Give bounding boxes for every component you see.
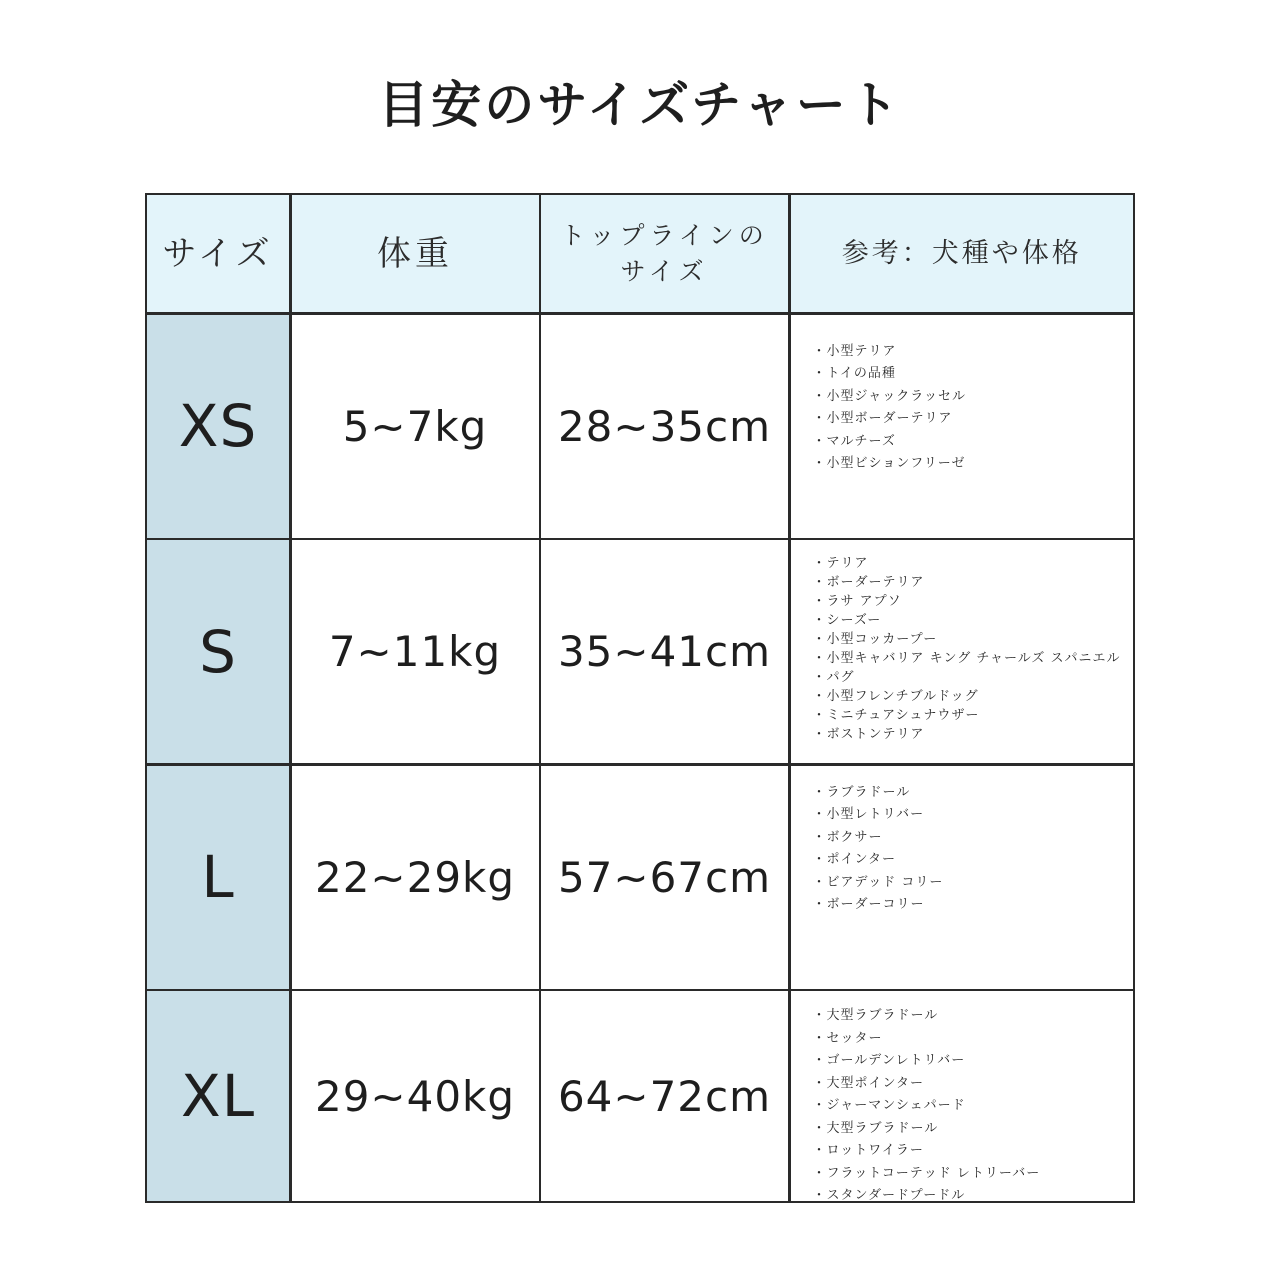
page-title: 目安のサイズチャート xyxy=(378,76,902,134)
breed-item: ・ 大型ポインター xyxy=(813,1073,1041,1096)
breed-item: ・ 小型ビションフリーゼ xyxy=(813,453,967,476)
weight-cell-xs: 5~7kg xyxy=(292,315,539,538)
breeds-cell-l xyxy=(791,766,1134,989)
breeds-cell-xl xyxy=(791,991,1134,1201)
breed-item: ・ ボクサー xyxy=(813,827,944,850)
topline-cell-xl: 64~72cm xyxy=(541,991,788,1201)
breed-item: ・ マルチーズ xyxy=(813,431,967,454)
header-weight: 体重 xyxy=(292,195,539,312)
header-topline-line1: トップラインの xyxy=(560,220,769,250)
breed-item: ・ ミニチュアシュナウザー xyxy=(813,706,1121,725)
breed-item: ・ ジャーマンシェパード xyxy=(813,1095,1041,1118)
size-cell-l: L xyxy=(147,766,289,989)
breed-item: ・ 小型ジャックラッセル xyxy=(813,386,967,409)
breed-list-xl xyxy=(791,991,1041,1201)
breed-item: ・ ロットワイラー xyxy=(813,1140,1041,1163)
breed-item: ・ フラットコーテッド レトリーバー xyxy=(813,1163,1041,1186)
header-reference: 参考：犬種や体格 xyxy=(791,195,1134,312)
topline-cell-xs: 28~35cm xyxy=(541,315,788,538)
breed-item: ・ セッター xyxy=(813,1028,1041,1051)
breed-item: ・ シーズー xyxy=(813,611,1121,630)
breed-item: ・ 小型ボーダーテリア xyxy=(813,408,967,431)
breed-item: ・ ラサ アプソ xyxy=(813,592,1121,611)
weight-cell-s: 7~11kg xyxy=(292,540,539,763)
breed-item: ・ 小型コッカープー xyxy=(813,630,1121,649)
breed-item: ・ 大型ラブラドール xyxy=(813,1118,1041,1141)
weight-cell-l: 22~29kg xyxy=(292,766,539,989)
header-size: サイズ xyxy=(147,195,289,312)
breed-item: ・ 小型レトリバー xyxy=(813,804,944,827)
size-cell-s: S xyxy=(147,540,289,763)
topline-cell-s: 35~41cm xyxy=(541,540,788,763)
topline-cell-l: 57~67cm xyxy=(541,766,788,989)
breed-item: ・ トイの品種 xyxy=(813,363,967,386)
size-cell-xs: XS xyxy=(147,315,289,538)
breed-item: ・ 大型ラブラドール xyxy=(813,1005,1041,1028)
breed-item: ・ ビアデッド コリー xyxy=(813,872,944,895)
breed-item: ・ 小型テリア xyxy=(813,341,967,364)
breed-item: ・ ラブラドール xyxy=(813,782,944,805)
breed-item: ・ ゴールデンレトリバー xyxy=(813,1050,1041,1073)
breed-item: ・ ボストンテリア xyxy=(813,725,1121,744)
breed-item: ・ スタンダードプードル xyxy=(813,1185,1041,1201)
breed-list-l xyxy=(791,766,944,917)
breed-list-s xyxy=(791,540,1121,744)
breed-item: ・ ポインター xyxy=(813,849,944,872)
breed-item: ・ 小型フレンチブルドッグ xyxy=(813,687,1121,706)
header-topline-line2: サイズ xyxy=(620,256,709,286)
header-topline xyxy=(541,195,788,312)
breed-item: ・ ボーダーテリア xyxy=(813,573,1121,592)
breeds-cell-xs xyxy=(791,315,1134,538)
breed-item: ・ テリア xyxy=(813,554,1121,573)
weight-cell-xl: 29~40kg xyxy=(292,991,539,1201)
breed-list-xs xyxy=(791,315,967,476)
breeds-cell-s xyxy=(791,540,1134,763)
breed-item: ・ ボーダーコリー xyxy=(813,894,944,917)
breed-item: ・ パグ xyxy=(813,668,1121,687)
breed-item: ・ 小型キャバリア キング チャールズ スパニエル xyxy=(813,649,1121,668)
size-cell-xl: XL xyxy=(147,991,289,1201)
size-chart-table xyxy=(145,193,1135,1203)
